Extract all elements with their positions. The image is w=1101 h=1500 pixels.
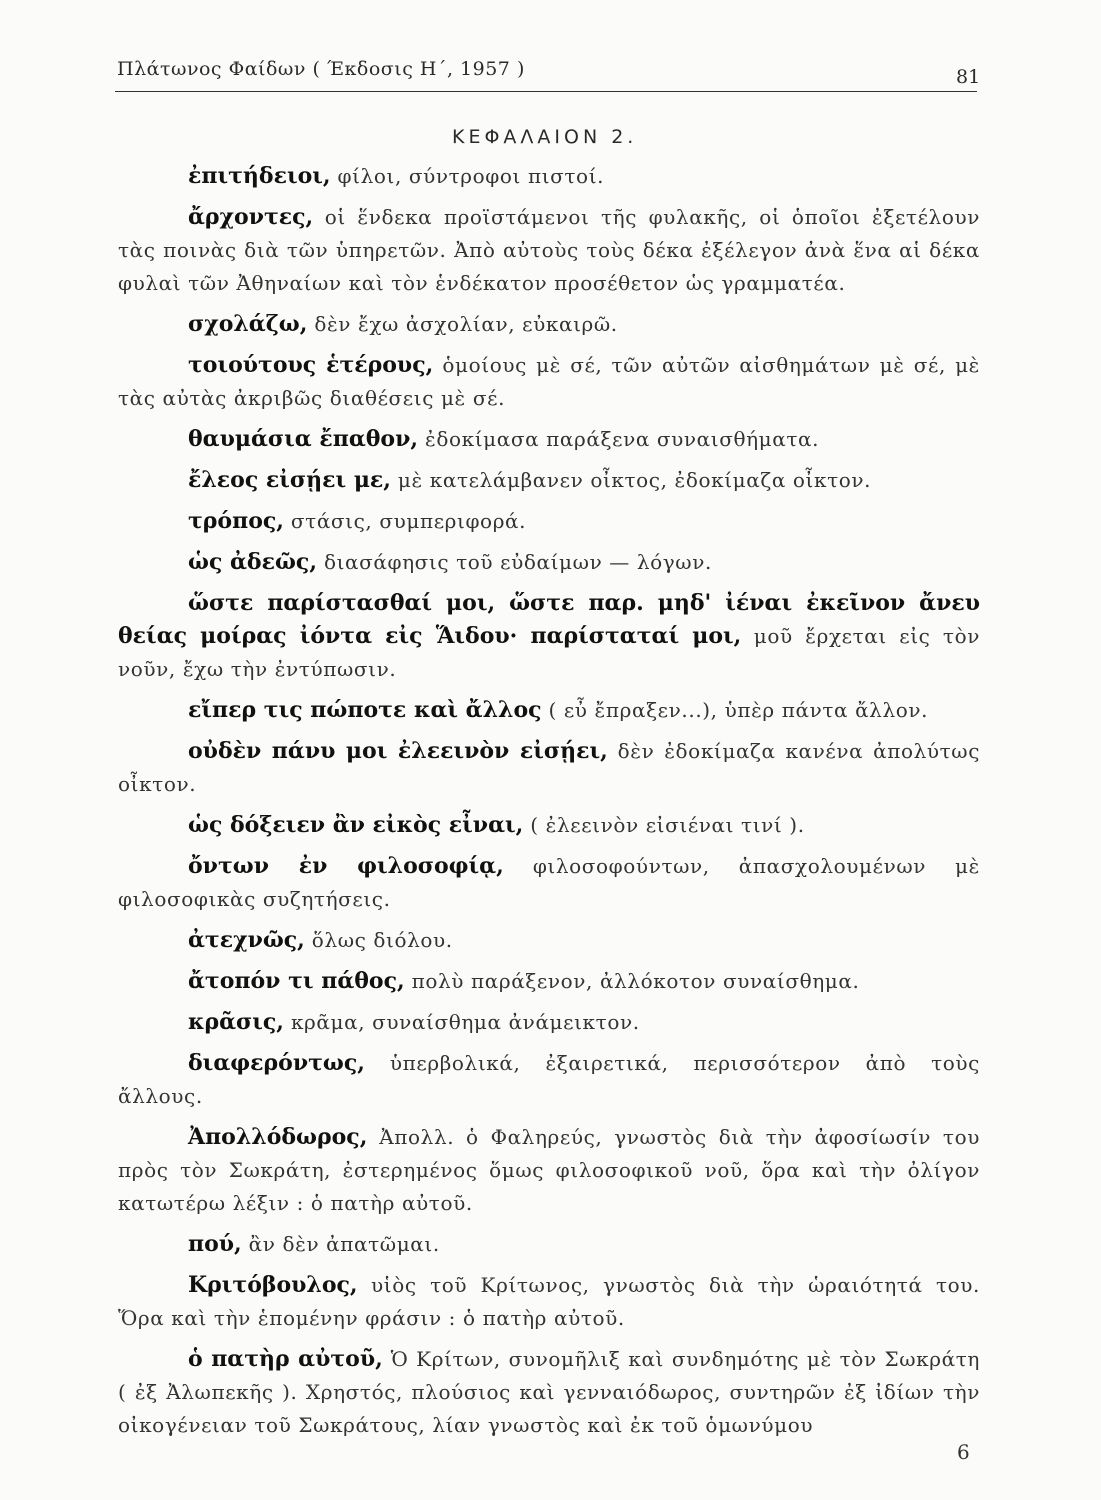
entry-term: οὐδὲν πάνυ μοι ἐλεεινὸν εἰσῄει, — [188, 738, 608, 764]
entry-gloss: ὑπερβολικά, ἐξαιρετικά, περισσότερον ἀπὸ τοὺς ἄλλους. — [118, 1051, 980, 1108]
entry-term: κρᾶσις, — [188, 1009, 284, 1035]
glossary-entry — [118, 1269, 980, 1335]
entry-gloss: στάσις, συμπεριφορά. — [283, 509, 527, 533]
glossary-entry — [118, 308, 980, 341]
entry-term: ἔλεος εἰσῄει με, — [188, 467, 391, 493]
entry-gloss: μὲ κατελάμβανεν οἶκτος, ἐδοκίμαζα οἶκτον. — [390, 468, 872, 492]
entry-gloss: δὲν ἐδοκίμαζα κανένα ἀπολύτως οἶκτον. — [118, 739, 980, 796]
entry-term: Ἀπολλόδωρος, — [188, 1124, 368, 1150]
entry-term: ὡς δόξειεν ἂν εἰκὸς εἶναι, — [188, 812, 524, 838]
glossary-entry — [118, 160, 980, 193]
glossary-entry — [118, 1228, 980, 1261]
entry-term: τοιούτους ἑτέρους, — [188, 352, 434, 378]
entry-term: εἴπερ τις πώποτε καὶ ἄλλος — [188, 697, 542, 723]
glossary-entry — [118, 924, 980, 957]
glossary-entry — [118, 423, 980, 456]
entry-term: τρόπος, — [188, 508, 284, 534]
glossary-entry — [118, 965, 980, 998]
header-rule — [115, 91, 977, 92]
entry-gloss: φίλοι, σύντροφοι πιστοί. — [330, 164, 605, 188]
entry-term: Κριτόβουλος, — [188, 1272, 358, 1298]
entry-term: ἀτεχνῶς, — [188, 927, 305, 953]
glossary-entry — [118, 464, 980, 497]
entry-term: ἄρχοντες, — [188, 204, 314, 230]
glossary-entry — [118, 1006, 980, 1039]
entry-term: ὄντων ἐν φιλοσοφίᾳ, — [188, 853, 504, 879]
entry-term: ὁ πατὴρ αὐτοῦ, — [188, 1346, 383, 1372]
glossary-entry — [118, 587, 980, 686]
entry-term: ὥστε παρίστασθαί μοι, ὥστε παρ. μηδ' ἰέναι ἐκεῖνον ἄνευ θείας μοίρας ἰόντα εἰς Ἅιδου· παρίσταταί μοι, — [118, 590, 980, 649]
entry-gloss: φιλοσοφούντων, ἀπασχολουμένων μὲ φιλοσοφικὰς συζητήσεις. — [118, 854, 980, 911]
glossary-entry — [118, 201, 980, 300]
entry-gloss: ἐδοκίμασα παράξενα συναισθήματα. — [418, 427, 820, 451]
glossary-entry — [118, 349, 980, 415]
entry-gloss: ὁμοίους μὲ σέ, τῶν αὐτῶν αἰσθημάτων μὲ σέ, μὲ τὰς αὐτὰς ἀκριβῶς διαθέσεις μὲ σέ. — [118, 353, 981, 410]
glossary-body — [118, 160, 980, 1450]
glossary-entry — [118, 735, 980, 801]
entry-term: πού, — [188, 1231, 242, 1257]
entry-gloss: Ὁ Κρίτων, συνομῆλιξ καὶ συνδημότης μὲ τὸν Σωκράτη ( ἐξ Ἀλωπεκῆς ). Χρηστός, πλούσιος καὶ γενναιόδωρος, συντηρῶν ἐξ ἰδίων τὴν οἰκογένειαν τοῦ Σωκράτους, λίαν γνωστὸς καὶ ἐκ τοῦ ὁμωνύμου — [118, 1347, 980, 1437]
entry-term: σχολάζω, — [188, 311, 308, 337]
entry-gloss: δὲν ἔχω ἀσχολίαν, εὐκαιρῶ. — [307, 312, 618, 336]
page-number: 81 — [956, 66, 981, 88]
entry-gloss: πολὺ παράξενον, ἀλλόκοτον συναίσθημα. — [404, 969, 860, 993]
entry-gloss: ( εὖ ἔπραξεν...), ὑπὲρ πάντα ἄλλον. — [541, 698, 929, 722]
entry-gloss: μοῦ ἔρχεται εἰς τὸν νοῦν, ἔχω τὴν ἐντύπωσιν. — [118, 624, 980, 681]
entry-gloss: ( ἐλεεινὸν εἰσιέναι τινί ). — [523, 813, 805, 837]
glossary-entry — [118, 505, 980, 538]
entry-term: ἄτοπόν τι πάθος, — [188, 968, 405, 994]
glossary-entry — [118, 809, 980, 842]
glossary-entry — [118, 1047, 980, 1113]
signature-mark: 6 — [957, 1440, 970, 1464]
glossary-entry — [118, 546, 980, 579]
entry-term: θαυμάσια ἔπαθον, — [188, 426, 419, 452]
entry-term: ὡς ἀδεῶς, — [188, 549, 317, 575]
chapter-title: ΚΕΦΑΛΑΙΟΝ 2. — [452, 126, 638, 148]
entry-gloss: υἱὸς τοῦ Κρίτωνος, γνωστὸς διὰ τὴν ὡραιότητά του. Ὅρα καὶ τὴν ἑπομένην φράσιν : ὁ πατὴρ αὐτοῦ. — [118, 1273, 980, 1330]
entry-term: διαφερόντως, — [188, 1050, 365, 1076]
entry-gloss: διασάφησις τοῦ εὐδαίμων — λόγων. — [316, 550, 712, 574]
entry-gloss: Ἀπολλ. ὁ Φαληρεύς, γνωστὸς διὰ τὴν ἀφοσίωσίν του πρὸς τὸν Σωκράτη, ἐστερημένος ὅμως φιλοσοφικοῦ νοῦ, ὅρα καὶ τὴν ὀλίγον κατωτέρω λέξιν : ὁ πατὴρ αὐτοῦ. — [118, 1125, 980, 1215]
entry-gloss: ὅλως διόλου. — [304, 928, 453, 952]
entry-gloss: ἂν δὲν ἀπατῶμαι. — [241, 1232, 440, 1256]
entry-term: ἐπιτήδειοι, — [188, 163, 331, 189]
glossary-entry — [118, 850, 980, 916]
glossary-entry — [118, 1343, 980, 1442]
running-title: Πλάτωνος Φαίδων ( Έκδοσις Η΄, 1957 ) — [117, 58, 525, 80]
glossary-entry — [118, 694, 980, 727]
glossary-entry — [118, 1121, 980, 1220]
entry-gloss: κρᾶμα, συναίσθημα ἀνάμεικτον. — [283, 1010, 640, 1034]
entry-gloss: οἱ ἕνδεκα προϊστάμενοι τῆς φυλακῆς, οἱ ὁποῖοι ἐξετέλουν τὰς ποινὰς διὰ τῶν ὑπηρετῶν. Ἀπὸ αὐτοὺς τοὺς δέκα ἐξέλεγον ἀνὰ ἕνα αἱ δέκα φυλαὶ τῶν Ἀθηναίων καὶ τὸν ἑνδέκατον προσέθετον ὡς γραμματέα. — [118, 205, 980, 295]
